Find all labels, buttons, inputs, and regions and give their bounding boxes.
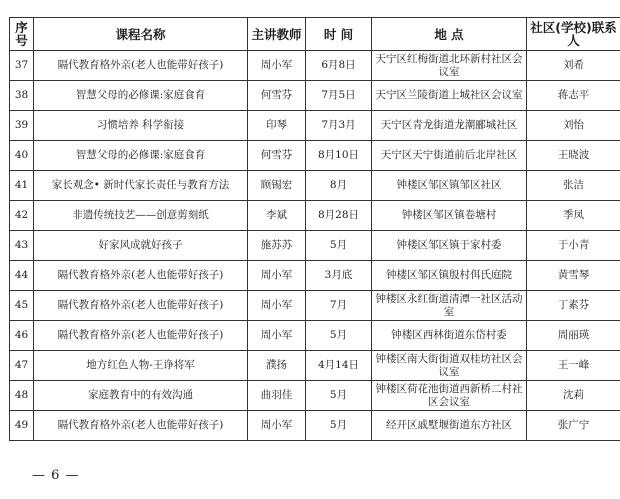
cell-teacher: 曲羽佳 — [248, 381, 306, 411]
header-course: 课程名称 — [34, 18, 248, 51]
cell-teacher: 何雪芬 — [248, 81, 306, 111]
header-time: 时 间 — [306, 18, 372, 51]
cell-place: 天宁区青龙街道龙潮郦城社区 — [372, 111, 527, 141]
cell-teacher: 周小军 — [248, 291, 306, 321]
cell-time: 7月 — [306, 291, 372, 321]
cell-contact: 黄雪琴 — [527, 261, 620, 291]
cell-time: 8月28日 — [306, 201, 372, 231]
page-number: — 6 — — [32, 468, 80, 483]
cell-teacher: 濮扬 — [248, 351, 306, 381]
cell-time: 7月5日 — [306, 81, 372, 111]
cell-no: 42 — [10, 201, 34, 231]
cell-teacher: 李斌 — [248, 201, 306, 231]
cell-teacher: 印琴 — [248, 111, 306, 141]
header-teacher: 主讲教师 — [248, 18, 306, 51]
cell-time: 3月底 — [306, 261, 372, 291]
cell-time: 8月10日 — [306, 141, 372, 171]
cell-contact: 周丽瑛 — [527, 321, 620, 351]
cell-teacher: 施苏苏 — [248, 231, 306, 261]
cell-course: 隔代教育格外亲(老人也能带好孩子) — [34, 51, 248, 81]
table-row — [10, 411, 620, 441]
cell-course: 隔代教育格外亲(老人也能带好孩子) — [34, 261, 248, 291]
table-row — [10, 111, 620, 141]
cell-contact: 季凤 — [527, 201, 620, 231]
cell-time: 6月8日 — [306, 51, 372, 81]
cell-teacher: 周小军 — [248, 51, 306, 81]
cell-no: 47 — [10, 351, 34, 381]
table-row — [10, 51, 620, 81]
course-schedule-table — [9, 17, 620, 441]
cell-time: 5月 — [306, 321, 372, 351]
cell-place: 钟楼区荷花池街道西新桥二村社区会议室 — [372, 381, 527, 411]
table-row — [10, 201, 620, 231]
cell-time: 4月14日 — [306, 351, 372, 381]
cell-contact: 于小青 — [527, 231, 620, 261]
cell-place: 天宁区兰陵街道上城社区会议室 — [372, 81, 527, 111]
cell-course: 非遗传统技艺——创意剪刻纸 — [34, 201, 248, 231]
cell-place: 钟楼区邹区镇卷塘村 — [372, 201, 527, 231]
cell-time: 5月 — [306, 231, 372, 261]
cell-no: 43 — [10, 231, 34, 261]
cell-no: 41 — [10, 171, 34, 201]
cell-contact: 王一峰 — [527, 351, 620, 381]
cell-place: 钟楼区邹区镇于家村委 — [372, 231, 527, 261]
cell-time: 5月 — [306, 411, 372, 441]
cell-contact: 沈莉 — [527, 381, 620, 411]
cell-contact: 蒋志平 — [527, 81, 620, 111]
cell-contact: 丁素芬 — [527, 291, 620, 321]
cell-course: 地方红色人物-王诤将军 — [34, 351, 248, 381]
cell-contact: 张洁 — [527, 171, 620, 201]
cell-place: 钟楼区南大街街道双桂坊社区会议室 — [372, 351, 527, 381]
table-row — [10, 291, 620, 321]
table-row — [10, 261, 620, 291]
cell-course: 家长观念• 新时代家长责任与教育方法 — [34, 171, 248, 201]
cell-no: 44 — [10, 261, 34, 291]
header-no: 序号 — [10, 18, 34, 51]
header-contact: 社区(学校)联系人 — [527, 18, 620, 51]
cell-course: 好家风成就好孩子 — [34, 231, 248, 261]
cell-course: 隔代教育格外亲(老人也能带好孩子) — [34, 321, 248, 351]
cell-no: 40 — [10, 141, 34, 171]
cell-no: 37 — [10, 51, 34, 81]
table-row — [10, 81, 620, 111]
cell-no: 49 — [10, 411, 34, 441]
cell-course: 习惯培养 科学衔接 — [34, 111, 248, 141]
header-place: 地 点 — [372, 18, 527, 51]
cell-course: 隔代教育格外亲(老人也能带好孩子) — [34, 411, 248, 441]
cell-contact: 王晓波 — [527, 141, 620, 171]
cell-teacher: 周小军 — [248, 411, 306, 441]
cell-teacher: 周小军 — [248, 321, 306, 351]
table-row — [10, 231, 620, 261]
table-row — [10, 171, 620, 201]
cell-course: 隔代教育格外亲(老人也能带好孩子) — [34, 291, 248, 321]
cell-course: 智慧父母的必修课:家庭食育 — [34, 81, 248, 111]
cell-place: 钟楼区西林街道东岱村委 — [372, 321, 527, 351]
cell-course: 家庭教育中的有效沟通 — [34, 381, 248, 411]
cell-contact: 张广宁 — [527, 411, 620, 441]
cell-no: 38 — [10, 81, 34, 111]
cell-time: 8月 — [306, 171, 372, 201]
cell-teacher: 何雪芬 — [248, 141, 306, 171]
cell-place: 钟楼区邹区镇邹区社区 — [372, 171, 527, 201]
cell-place: 钟楼区永红街道清潭一社区活动室 — [372, 291, 527, 321]
table-row — [10, 381, 620, 411]
cell-contact: 刘希 — [527, 51, 620, 81]
cell-place: 钟楼区邹区镇殷村佴氏庭院 — [372, 261, 527, 291]
cell-no: 46 — [10, 321, 34, 351]
cell-time: 5月 — [306, 381, 372, 411]
table-row — [10, 141, 620, 171]
cell-contact: 刘怡 — [527, 111, 620, 141]
cell-teacher: 周小军 — [248, 261, 306, 291]
table-row — [10, 351, 620, 381]
cell-course: 智慧父母的必修课:家庭食育 — [34, 141, 248, 171]
table-header-row — [10, 18, 620, 51]
cell-place: 天宁区天宁街道前后北岸社区 — [372, 141, 527, 171]
cell-no: 45 — [10, 291, 34, 321]
cell-place: 经开区戚墅堰街道东方社区 — [372, 411, 527, 441]
cell-no: 48 — [10, 381, 34, 411]
table-row — [10, 321, 620, 351]
cell-time: 7月3月 — [306, 111, 372, 141]
cell-teacher: 顾锡宏 — [248, 171, 306, 201]
cell-place: 天宁区红梅街道北环新村社区会议室 — [372, 51, 527, 81]
cell-no: 39 — [10, 111, 34, 141]
